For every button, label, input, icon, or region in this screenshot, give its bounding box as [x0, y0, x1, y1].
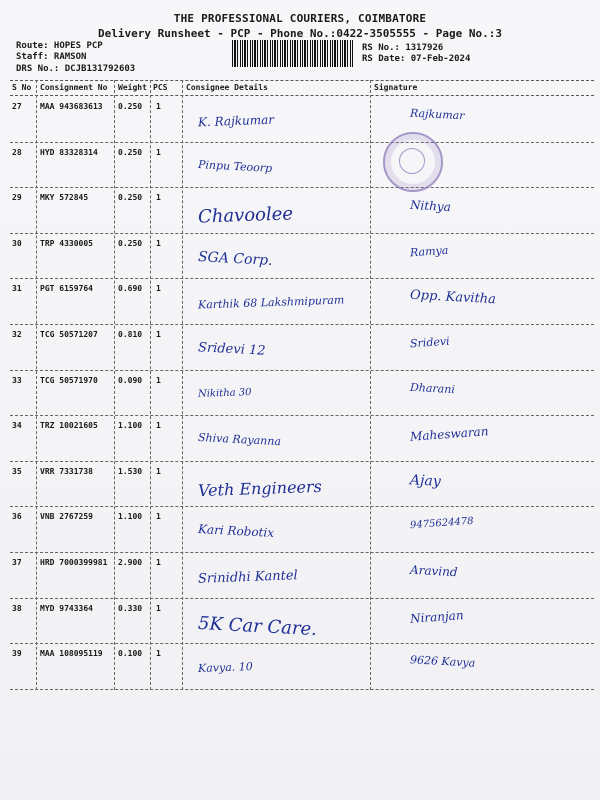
- row-pcs: 1: [156, 330, 161, 339]
- row-sno: 28: [12, 147, 22, 157]
- table-header: [10, 80, 594, 96]
- row-signature-handwritten: Rajkumar: [409, 106, 465, 123]
- row-consignee-handwritten: Chavoolee: [197, 203, 294, 228]
- row-consignee-handwritten: Shiva Rayanna: [197, 431, 282, 449]
- rs-number: RS No.: 1317926: [362, 43, 444, 53]
- row-consignee-handwritten: SGA Corp.: [197, 248, 273, 269]
- row-consignee-handwritten: Nikitha 30: [197, 386, 252, 400]
- staff-label: Staff: RAMSON: [16, 52, 87, 62]
- row-pcs: 1: [156, 193, 161, 203]
- row-consignment-no: MAA 943683613: [40, 102, 103, 111]
- row-sno: 32: [12, 330, 22, 339]
- row-sno: 31: [12, 284, 22, 294]
- row-consignment-no: TRP 4330005: [40, 238, 93, 248]
- table-row: [10, 506, 594, 553]
- table-row: [10, 187, 594, 234]
- row-sno: 38: [12, 603, 22, 613]
- route-label: Route: HOPES PCP: [16, 41, 103, 51]
- runsheet-subtitle: Delivery Runsheet - PCP - Phone No.:0422-3505555 - Page No.:3: [98, 27, 502, 40]
- row-signature-handwritten: 9475624478: [409, 516, 474, 532]
- row-consignee-handwritten: K. Rajkumar: [197, 112, 275, 130]
- company-title: THE PROFESSIONAL COURIERS, COIMBATORE: [173, 12, 427, 25]
- row-consignment-no: PGT 6159764: [40, 284, 93, 294]
- drs-label: DRS No.: DCJB131792603: [16, 64, 136, 74]
- row-pcs: 1: [156, 421, 161, 431]
- row-pcs: 1: [156, 102, 161, 111]
- row-weight: 0.250: [118, 238, 143, 248]
- row-weight: 0.330: [118, 603, 143, 613]
- row-consignee-handwritten: Kavya. 10: [197, 660, 253, 676]
- table-row: [10, 96, 594, 143]
- col-pcs: PCS: [153, 83, 168, 92]
- row-consignment-no: MAA 108095119: [40, 649, 103, 659]
- barcode-image: [232, 40, 354, 67]
- col-signature: Signature: [374, 83, 418, 92]
- row-pcs: 1: [156, 649, 161, 659]
- table-row: [10, 278, 594, 325]
- row-sno: 35: [12, 466, 22, 476]
- row-sno: 30: [12, 238, 22, 248]
- row-sno: 39: [12, 649, 22, 659]
- row-consignment-no: HYD 83328314: [40, 147, 98, 157]
- row-weight: 0.100: [118, 649, 143, 659]
- row-weight: 2.900: [118, 558, 143, 567]
- row-consignment-no: MYD 9743364: [40, 603, 93, 613]
- row-sno: 27: [12, 102, 22, 111]
- row-consignee-handwritten: Kari Robotix: [197, 522, 275, 541]
- row-consignment-no: TCG 50571207: [40, 330, 98, 339]
- row-consignee-handwritten: Karthik 68 Lakshmipuram: [197, 293, 345, 312]
- row-pcs: 1: [156, 238, 161, 248]
- col-weight: Weight: [118, 83, 147, 92]
- row-weight: 0.810: [118, 330, 143, 339]
- row-signature-handwritten: Aravind: [409, 562, 458, 580]
- row-weight: 1.100: [118, 512, 143, 522]
- row-weight: 0.250: [118, 193, 143, 203]
- row-weight: 0.250: [118, 147, 143, 157]
- table-row: [10, 142, 594, 189]
- row-weight: 0.250: [118, 102, 143, 111]
- row-pcs: 1: [156, 147, 161, 157]
- row-consignment-no: TRZ 10021605: [40, 421, 98, 431]
- table-row: [10, 461, 594, 508]
- row-signature-handwritten: Dharani: [409, 380, 456, 396]
- row-sno: 37: [12, 558, 22, 567]
- row-sno: 36: [12, 512, 22, 522]
- row-consignment-no: VRR 7331738: [40, 466, 93, 476]
- row-pcs: 1: [156, 603, 161, 613]
- runsheet-table: [10, 80, 594, 690]
- table-row: [10, 324, 594, 371]
- row-signature-handwritten: Sridevi: [409, 334, 451, 351]
- row-weight: 1.100: [118, 421, 143, 431]
- table-row: [10, 643, 594, 690]
- row-sno: 33: [12, 375, 22, 385]
- row-consignee-handwritten: Pinpu Teoorp: [197, 157, 273, 175]
- row-signature-handwritten: Nithya: [409, 198, 452, 215]
- row-consignee-handwritten: Veth Engineers: [197, 476, 323, 500]
- row-pcs: 1: [156, 375, 161, 385]
- row-consignee-handwritten: 5K Car Care.: [197, 612, 318, 640]
- rs-date: RS Date: 07-Feb-2024: [362, 54, 471, 64]
- table-row: [10, 233, 594, 280]
- row-signature-handwritten: Ajay: [409, 472, 442, 490]
- row-signature-handwritten: Maheswaran: [409, 424, 489, 444]
- row-consignee-handwritten: Sridevi 12: [197, 340, 266, 359]
- row-pcs: 1: [156, 284, 161, 294]
- row-consignment-no: HRD 7000399981: [40, 558, 108, 567]
- row-consignment-no: TCG 50571970: [40, 375, 98, 385]
- col-consignee: Consignee Details: [186, 83, 268, 92]
- row-weight: 0.090: [118, 375, 143, 385]
- row-sno: 34: [12, 421, 22, 431]
- row-weight: 1.530: [118, 466, 143, 476]
- row-pcs: 1: [156, 466, 161, 476]
- row-signature-handwritten: Ramya: [409, 243, 449, 260]
- table-row: [10, 552, 594, 599]
- table-row: [10, 598, 594, 645]
- table-row: [10, 370, 594, 417]
- row-weight: 0.690: [118, 284, 143, 294]
- row-pcs: 1: [156, 558, 161, 567]
- row-consignment-no: MKY 572845: [40, 193, 89, 203]
- delivery-stamp: [383, 132, 443, 192]
- row-signature-handwritten: Niranjan: [409, 607, 464, 626]
- col-consignment: Consignment No: [40, 83, 108, 92]
- table-row: [10, 415, 594, 462]
- row-signature-handwritten: 9626 Kavya: [409, 653, 476, 670]
- row-signature-handwritten: Opp. Kavitha: [409, 288, 497, 308]
- row-sno: 29: [12, 193, 22, 203]
- row-consignment-no: VNB 2767259: [40, 512, 93, 522]
- row-consignee-handwritten: Srinidhi Kantel: [197, 568, 298, 587]
- col-sno: S No: [12, 83, 32, 92]
- row-pcs: 1: [156, 512, 161, 522]
